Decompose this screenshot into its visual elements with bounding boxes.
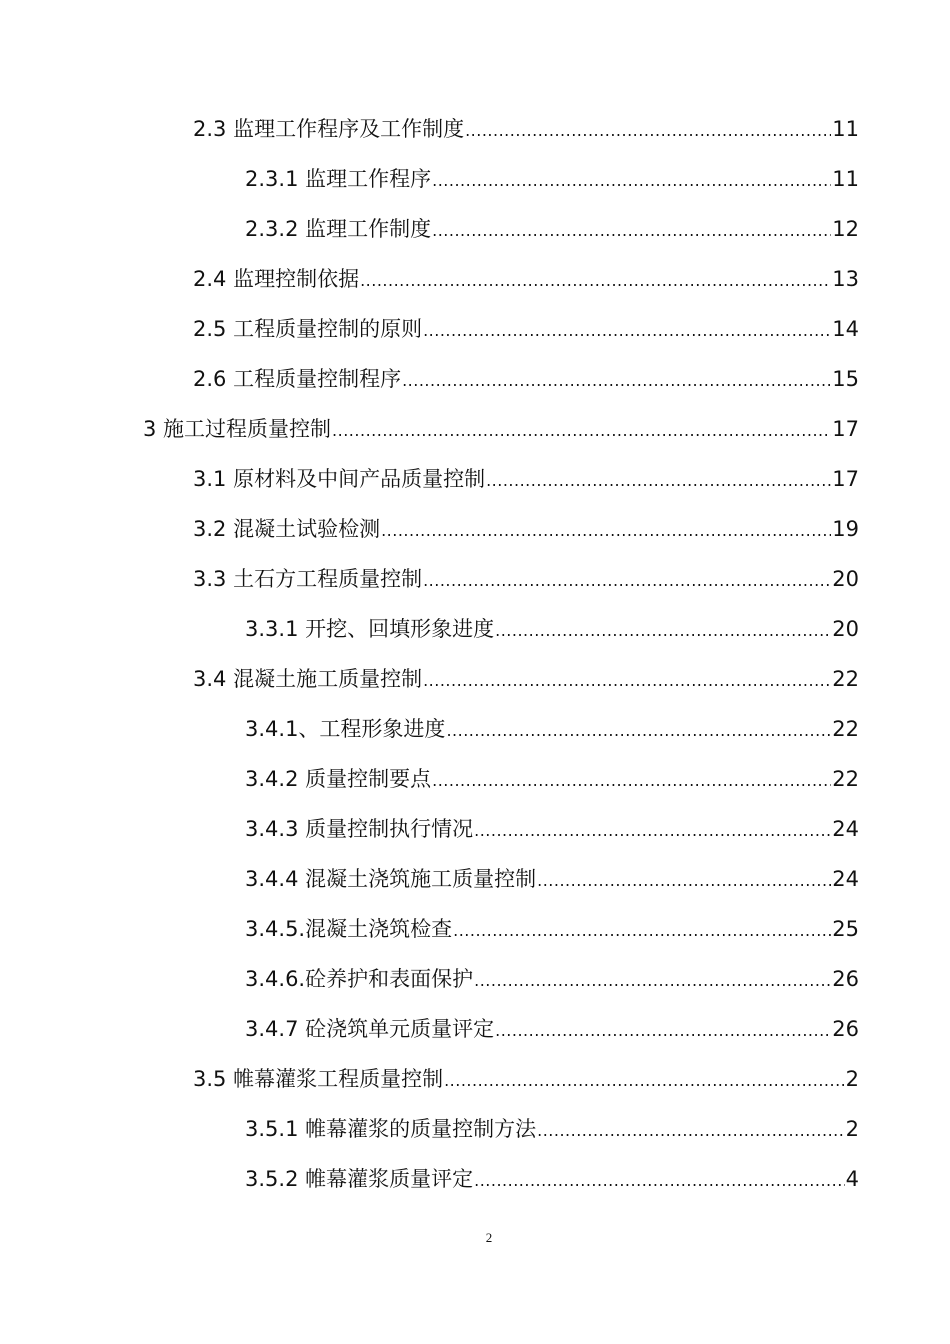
toc-entry-page: 12 <box>832 217 859 241</box>
toc-leader-dots <box>495 606 831 656</box>
toc-entry[interactable] <box>0 855 950 905</box>
toc-entry-title: 3.3.1 开挖、回填形象进度 <box>245 617 495 641</box>
toc-entry-title: 2.3.2 监理工作制度 <box>245 217 432 241</box>
toc-leader-dots <box>474 1156 845 1206</box>
toc-entry-page: 24 <box>832 867 859 891</box>
toc-leader-dots <box>495 1006 831 1056</box>
toc-entry[interactable] <box>0 655 950 705</box>
toc-entry-page: 11 <box>832 167 859 191</box>
toc-entry-page: 26 <box>832 967 859 991</box>
toc-leader-dots <box>432 206 831 256</box>
toc-entry[interactable] <box>0 1105 950 1155</box>
toc-entry-title: 3.5.1 帷幕灌浆的质量控制方法 <box>245 1117 537 1141</box>
toc-entry-page: 20 <box>832 617 859 641</box>
toc-entry[interactable] <box>0 305 950 355</box>
toc-entry[interactable] <box>0 1155 950 1205</box>
toc-entry-page: 4 <box>845 1167 859 1191</box>
toc-leader-dots <box>465 106 831 156</box>
toc-entry-title: 3.4.6.砼养护和表面保护 <box>245 967 474 991</box>
toc-entry-page: 20 <box>832 567 859 591</box>
page-number: 2 <box>485 1230 493 1245</box>
toc-leader-dots <box>446 706 831 756</box>
toc-entry-title: 3.4.1、工程形象进度 <box>245 717 446 741</box>
toc-entry[interactable] <box>0 755 950 805</box>
toc-entry-page: 19 <box>832 517 859 541</box>
toc-entry-page: 2 <box>845 1067 859 1091</box>
toc-entry-page: 11 <box>832 117 859 141</box>
toc-entry[interactable] <box>0 405 950 455</box>
toc-entry-page: 13 <box>832 267 859 291</box>
toc-entry[interactable] <box>0 1005 950 1055</box>
toc-entry-title: 3 施工过程质量控制 <box>143 417 332 441</box>
toc-entry-page: 26 <box>832 1017 859 1041</box>
toc-entry-title: 2.4 监理控制依据 <box>193 267 360 291</box>
toc-entry-page: 2 <box>845 1117 859 1141</box>
toc-entry-page: 25 <box>832 917 859 941</box>
toc-entry-page: 14 <box>832 317 859 341</box>
toc-entry-page: 24 <box>832 817 859 841</box>
toc-entry-page: 17 <box>832 467 859 491</box>
toc-entry-title: 3.4.5.混凝土浇筑检查 <box>245 917 453 941</box>
toc-leader-dots <box>360 256 831 306</box>
toc-entry-title: 3.4.7 砼浇筑单元质量评定 <box>245 1017 495 1041</box>
toc-entry[interactable] <box>0 155 950 205</box>
toc-entry-title: 3.2 混凝土试验检测 <box>193 517 381 541</box>
toc-entry[interactable] <box>0 955 950 1005</box>
toc-entry-page: 22 <box>832 767 859 791</box>
toc-leader-dots <box>453 906 831 956</box>
toc-leader-dots <box>537 856 831 906</box>
toc-entry-title: 3.4.4 混凝土浇筑施工质量控制 <box>245 867 537 891</box>
toc-entry-page: 15 <box>832 367 859 391</box>
toc-entry[interactable] <box>0 905 950 955</box>
toc-entry[interactable] <box>0 105 950 155</box>
toc-leader-dots <box>423 656 831 706</box>
toc-entry-title: 3.4.3 质量控制执行情况 <box>245 817 474 841</box>
toc-entry-title: 2.3.1 监理工作程序 <box>245 167 432 191</box>
toc-entry-title: 3.4 混凝土施工质量控制 <box>193 667 423 691</box>
toc-entry-page: 17 <box>832 417 859 441</box>
table-of-contents <box>0 105 950 1205</box>
toc-leader-dots <box>423 556 831 606</box>
toc-entry[interactable] <box>0 505 950 555</box>
toc-entry[interactable] <box>0 705 950 755</box>
toc-entry[interactable] <box>0 555 950 605</box>
toc-leader-dots <box>474 806 831 856</box>
toc-entry[interactable] <box>0 1055 950 1105</box>
toc-leader-dots <box>444 1056 845 1106</box>
toc-entry[interactable] <box>0 205 950 255</box>
toc-entry[interactable] <box>0 805 950 855</box>
toc-entry-title: 3.4.2 质量控制要点 <box>245 767 432 791</box>
toc-leader-dots <box>486 456 831 506</box>
toc-entry-title: 2.5 工程质量控制的原则 <box>193 317 423 341</box>
toc-leader-dots <box>423 306 831 356</box>
toc-entry[interactable] <box>0 605 950 655</box>
toc-entry-page: 22 <box>832 667 859 691</box>
toc-entry[interactable] <box>0 455 950 505</box>
toc-leader-dots <box>432 156 831 206</box>
toc-leader-dots <box>381 506 831 556</box>
toc-entry[interactable] <box>0 355 950 405</box>
toc-leader-dots <box>432 756 831 806</box>
toc-entry-title: 2.3 监理工作程序及工作制度 <box>193 117 465 141</box>
toc-entry-title: 3.5.2 帷幕灌浆质量评定 <box>245 1167 474 1191</box>
toc-entry-title: 3.1 原材料及中间产品质量控制 <box>193 467 486 491</box>
toc-entry-page: 22 <box>832 717 859 741</box>
toc-leader-dots <box>537 1106 845 1156</box>
toc-leader-dots <box>332 406 831 456</box>
toc-leader-dots <box>402 356 831 406</box>
toc-entry[interactable] <box>0 255 950 305</box>
toc-leader-dots <box>474 956 831 1006</box>
toc-entry-title: 3.3 土石方工程质量控制 <box>193 567 423 591</box>
toc-entry-title: 2.6 工程质量控制程序 <box>193 367 402 391</box>
toc-entry-title: 3.5 帷幕灌浆工程质量控制 <box>193 1067 444 1091</box>
